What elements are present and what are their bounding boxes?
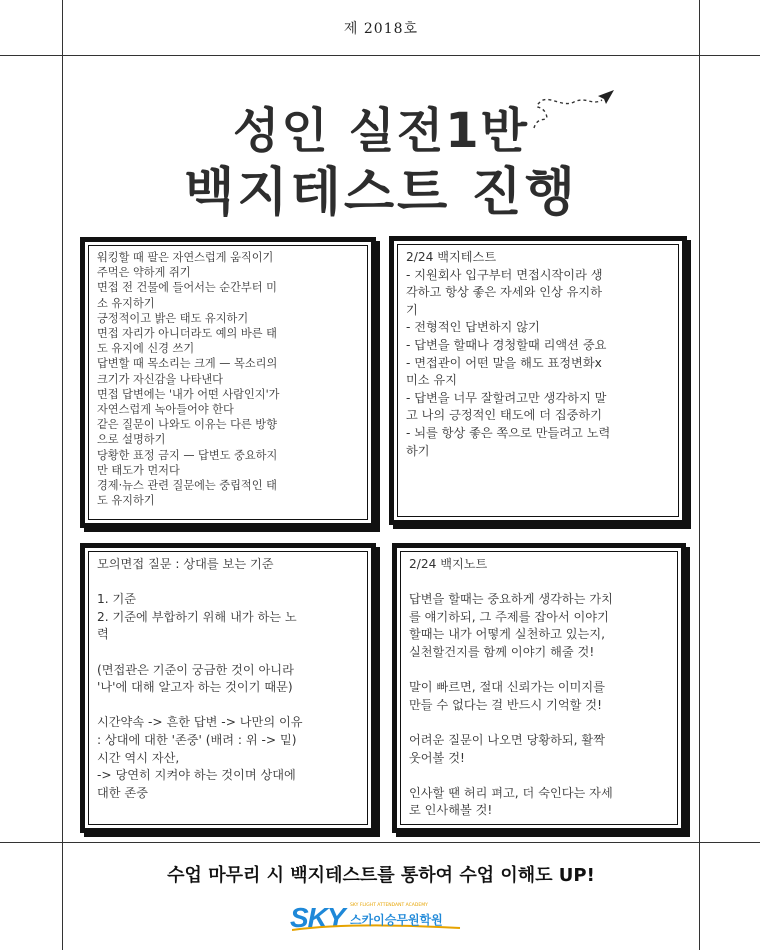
note-card-blank-test (389, 236, 687, 525)
title-line-1: 성인 실전1반 (233, 103, 529, 159)
logo-sky-text: SKY (290, 902, 345, 933)
footer-divider (0, 842, 760, 843)
note-card-text: 2/24 백지노트 답변을 할때는 중요하게 생각하는 가치 를 얘기하되, 그 주제를 잡아서 이야기 할때는 내가 어떻게 실천하고 있는지, 실천할건지를 함께 이야기 해줄 것! 말이 빠르면, 절대 신뢰가는 이미지를 만들 수 없다는 걸 반드시 기억할 것! 어려운 질문이 나오면 당황하되, 활짝 웃어볼 것! 인사할 땐 허리 펴고, 더 숙인다는 자세 로 인사해볼 것! (409, 557, 613, 818)
note-card-mock-interview (80, 543, 376, 833)
title-line-2: 백지테스트 진행 (184, 163, 578, 223)
note-card-text: 워킹할 때 팔은 자연스럽게 움직이기 주먹은 약하게 쥐기 면접 전 건물에 들어서는 순간부터 미 소 유지하기 긍정적이고 밝은 태도 유지하기 면접 자리가 아니더라도 예의 바른 태 도 유지에 신경 쓰기 답변할 때 목소리는 크게 — 목소리의 크기가 자신감을 나타낸다 면접 답변에는 '내가 어떤 사람인지'가 자연스럽게 녹아들어야 한다 같은 질문이 나와도 이유는 다른 방향 으로 설명하기 당황한 표정 금지 — 답변도 중요하지 만 태도가 먼저다 경제·뉴스 관련 질문에는 중립적인 태 도 유지하기 (97, 251, 280, 508)
paper-plane-icon (528, 84, 618, 132)
note-card-tips (80, 237, 376, 528)
note-card-blank-note (392, 543, 686, 833)
header-divider (0, 55, 760, 56)
note-card-text: 2/24 백지테스트 - 지원회사 입구부터 면접시작이라 생 각하고 항상 좋은 자세와 인상 유지하 기 - 전형적인 답변하지 않기 - 답변을 할때나 경청할때 리액션 중요 - 면접관이 어떤 말을 해도 표정변화x 미소 유지 - 답변을 너무 잘할려고만 생각하지 말 고 나의 긍정적인 태도에 더 집중하기 - 뇌를 항상 좋은 쪽으로 만들려고 노력 하기 (406, 250, 611, 458)
note-card-text: 모의면접 질문 : 상대를 보는 기준 1. 기준 2. 기준에 부합하기 위해 내가 하는 노 력 (면접관은 기준이 궁금한 것이 아니라 '나'에 대해 알고자 하는 것이기 때문) 시간약속 -> 흔한 답변 -> 나만의 이유 : 상대에 대한 '존중' (배려 : 위 -> 밑) 시간 역시 자산, -> 당연히 지켜야 하는 것이며 상대에 대한 존중 (97, 557, 303, 800)
footer-caption: 수업 마무리 시 백지테스트를 통하여 수업 이해도 UP! (167, 865, 595, 886)
issue-number: 제 2018호 (343, 21, 419, 37)
logo-english-name: SKY FLIGHT ATTENDANT ACADEMY (350, 903, 428, 908)
logo-korean-name: 스카이승무원학원 (350, 913, 443, 927)
